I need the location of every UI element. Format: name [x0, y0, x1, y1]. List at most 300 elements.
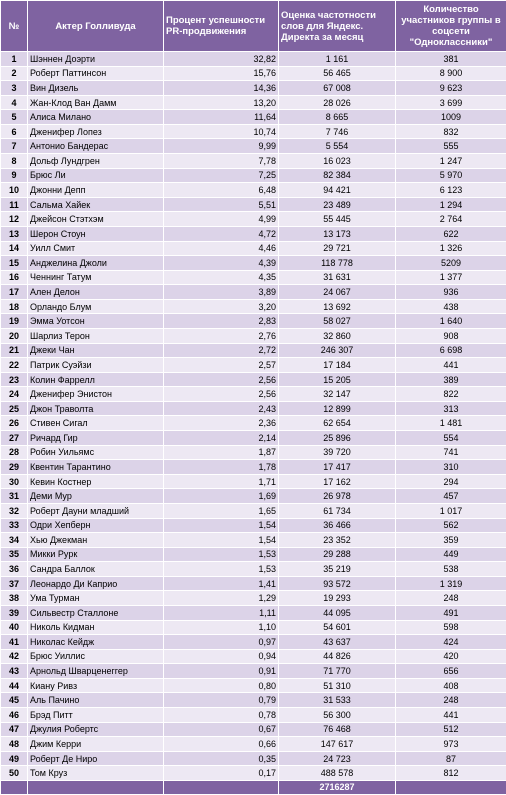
cell-number[interactable]: 2 — [1, 66, 28, 81]
cell-yandex-frequency[interactable]: 7 746 — [279, 124, 396, 139]
cell-pr-percent[interactable]: 1,11 — [164, 605, 279, 620]
cell-pr-percent[interactable]: 9,99 — [164, 139, 279, 154]
cell-actor-name[interactable]: Анджелина Джоли — [28, 256, 164, 271]
cell-number[interactable]: 14 — [1, 241, 28, 256]
cell-number[interactable]: 47 — [1, 722, 28, 737]
table-row[interactable] — [1, 605, 506, 620]
cell-yandex-frequency[interactable]: 5 554 — [279, 139, 396, 154]
cell-ok-members[interactable]: 424 — [396, 635, 506, 650]
cell-number[interactable]: 10 — [1, 183, 28, 198]
cell-pr-percent[interactable]: 0,94 — [164, 649, 279, 664]
cell-ok-members[interactable]: 1009 — [396, 110, 506, 125]
cell-actor-name[interactable]: Брэд Питт — [28, 708, 164, 723]
cell-number[interactable]: 38 — [1, 591, 28, 606]
cell-actor-name[interactable]: Сальма Хайек — [28, 197, 164, 212]
cell-actor-name[interactable]: Патрик Суэйзи — [28, 358, 164, 373]
cell-ok-members[interactable]: 87 — [396, 751, 506, 766]
cell-number[interactable]: 28 — [1, 445, 28, 460]
table-row[interactable] — [1, 95, 506, 110]
table-row[interactable] — [1, 518, 506, 533]
cell-pr-percent[interactable]: 1,54 — [164, 533, 279, 548]
cell-number[interactable]: 7 — [1, 139, 28, 154]
cell-number[interactable]: 18 — [1, 299, 28, 314]
cell-actor-name[interactable]: Николь Кидман — [28, 620, 164, 635]
cell-actor-name[interactable]: Леонардо Ди Каприо — [28, 576, 164, 591]
cell-yandex-frequency[interactable]: 35 219 — [279, 562, 396, 577]
table-row[interactable] — [1, 460, 506, 475]
cell-actor-name[interactable]: Колин Фаррелл — [28, 372, 164, 387]
cell-number[interactable]: 42 — [1, 649, 28, 664]
cell-pr-percent[interactable]: 0,80 — [164, 678, 279, 693]
cell-yandex-frequency[interactable]: 67 008 — [279, 81, 396, 96]
cell-number[interactable]: 8 — [1, 154, 28, 169]
cell-number[interactable]: 3 — [1, 81, 28, 96]
table-row[interactable] — [1, 751, 506, 766]
cell-yandex-frequency[interactable]: 1 161 — [279, 52, 396, 67]
cell-pr-percent[interactable]: 1,10 — [164, 620, 279, 635]
cell-ok-members[interactable]: 408 — [396, 678, 506, 693]
table-row[interactable] — [1, 110, 506, 125]
table-row[interactable] — [1, 678, 506, 693]
cell-pr-percent[interactable]: 0,35 — [164, 751, 279, 766]
cell-yandex-frequency[interactable]: 44 095 — [279, 605, 396, 620]
cell-pr-percent[interactable]: 2,57 — [164, 358, 279, 373]
table-row[interactable] — [1, 256, 506, 271]
cell-pr-percent[interactable]: 11,64 — [164, 110, 279, 125]
cell-yandex-frequency[interactable]: 13 692 — [279, 299, 396, 314]
cell-number[interactable]: 35 — [1, 547, 28, 562]
table-row[interactable] — [1, 737, 506, 752]
cell-actor-name[interactable]: Ален Делон — [28, 285, 164, 300]
cell-actor-name[interactable]: Сильвестр Сталлоне — [28, 605, 164, 620]
cell-yandex-frequency[interactable]: 24 723 — [279, 751, 396, 766]
cell-actor-name[interactable]: Уилл Смит — [28, 241, 164, 256]
cell-number[interactable]: 36 — [1, 562, 28, 577]
cell-yandex-frequency[interactable]: 94 421 — [279, 183, 396, 198]
cell-yandex-frequency[interactable]: 15 205 — [279, 372, 396, 387]
cell-ok-members[interactable]: 812 — [396, 766, 506, 781]
cell-pr-percent[interactable]: 32,82 — [164, 52, 279, 67]
table-row[interactable] — [1, 431, 506, 446]
cell-pr-percent[interactable]: 1,29 — [164, 591, 279, 606]
cell-actor-name[interactable]: Роберт Де Ниро — [28, 751, 164, 766]
cell-ok-members[interactable]: 1 294 — [396, 197, 506, 212]
table-row[interactable] — [1, 620, 506, 635]
cell-number[interactable]: 48 — [1, 737, 28, 752]
cell-ok-members[interactable]: 389 — [396, 372, 506, 387]
cell-ok-members[interactable]: 9 623 — [396, 81, 506, 96]
cell-ok-members[interactable]: 313 — [396, 401, 506, 416]
cell-number[interactable]: 15 — [1, 256, 28, 271]
cell-number[interactable]: 43 — [1, 664, 28, 679]
cell-yandex-frequency[interactable]: 28 026 — [279, 95, 396, 110]
cell-pr-percent[interactable]: 14,36 — [164, 81, 279, 96]
cell-pr-percent[interactable]: 2,72 — [164, 343, 279, 358]
cell-actor-name[interactable]: Жан-Клод Ван Дамм — [28, 95, 164, 110]
cell-ok-members[interactable]: 1 247 — [396, 154, 506, 169]
cell-ok-members[interactable]: 908 — [396, 328, 506, 343]
cell-ok-members[interactable]: 441 — [396, 358, 506, 373]
cell-ok-members[interactable]: 310 — [396, 460, 506, 475]
cell-actor-name[interactable]: Джейсон Стэтхэм — [28, 212, 164, 227]
cell-yandex-frequency[interactable]: 16 023 — [279, 154, 396, 169]
cell-yandex-frequency[interactable]: 17 162 — [279, 474, 396, 489]
table-row[interactable] — [1, 52, 506, 67]
cell-ok-members[interactable]: 936 — [396, 285, 506, 300]
cell-pr-percent[interactable]: 5,51 — [164, 197, 279, 212]
cell-pr-percent[interactable]: 15,76 — [164, 66, 279, 81]
table-row[interactable] — [1, 401, 506, 416]
cell-ok-members[interactable]: 1 640 — [396, 314, 506, 329]
cell-actor-name[interactable]: Шэннен Доэрти — [28, 52, 164, 67]
cell-number[interactable]: 6 — [1, 124, 28, 139]
cell-pr-percent[interactable]: 1,53 — [164, 547, 279, 562]
cell-number[interactable]: 17 — [1, 285, 28, 300]
cell-yandex-frequency[interactable]: 17 417 — [279, 460, 396, 475]
cell-actor-name[interactable]: Николас Кейдж — [28, 635, 164, 650]
cell-number[interactable]: 40 — [1, 620, 28, 635]
cell-yandex-frequency[interactable]: 118 778 — [279, 256, 396, 271]
cell-number[interactable]: 4 — [1, 95, 28, 110]
cell-yandex-frequency[interactable]: 19 293 — [279, 591, 396, 606]
table-row[interactable] — [1, 489, 506, 504]
cell-pr-percent[interactable]: 0,67 — [164, 722, 279, 737]
cell-number[interactable]: 31 — [1, 489, 28, 504]
cell-yandex-frequency[interactable]: 36 466 — [279, 518, 396, 533]
cell-actor-name[interactable]: Хью Джекман — [28, 533, 164, 548]
cell-ok-members[interactable]: 438 — [396, 299, 506, 314]
cell-yandex-frequency[interactable]: 29 288 — [279, 547, 396, 562]
cell-yandex-frequency[interactable]: 44 826 — [279, 649, 396, 664]
cell-actor-name[interactable]: Вин Дизель — [28, 81, 164, 96]
cell-yandex-frequency[interactable]: 29 721 — [279, 241, 396, 256]
cell-pr-percent[interactable]: 1,65 — [164, 503, 279, 518]
cell-actor-name[interactable]: Робин Уильямс — [28, 445, 164, 460]
cell-ok-members[interactable]: 457 — [396, 489, 506, 504]
table-row[interactable] — [1, 328, 506, 343]
table-row[interactable] — [1, 547, 506, 562]
cell-actor-name[interactable]: Одри Хепберн — [28, 518, 164, 533]
cell-number[interactable]: 32 — [1, 503, 28, 518]
cell-actor-name[interactable]: Дольф Лундгрен — [28, 154, 164, 169]
total-frequency[interactable]: 2716287 — [279, 780, 396, 794]
cell-pr-percent[interactable]: 2,76 — [164, 328, 279, 343]
cell-pr-percent[interactable]: 6,48 — [164, 183, 279, 198]
cell-yandex-frequency[interactable]: 82 384 — [279, 168, 396, 183]
cell-yandex-frequency[interactable]: 54 601 — [279, 620, 396, 635]
cell-number[interactable]: 44 — [1, 678, 28, 693]
table-row[interactable] — [1, 445, 506, 460]
cell-ok-members[interactable]: 822 — [396, 387, 506, 402]
cell-actor-name[interactable]: Том Круз — [28, 766, 164, 781]
cell-ok-members[interactable]: 359 — [396, 533, 506, 548]
table-row[interactable] — [1, 226, 506, 241]
cell-actor-name[interactable]: Аль Пачино — [28, 693, 164, 708]
cell-ok-members[interactable]: 441 — [396, 708, 506, 723]
cell-yandex-frequency[interactable]: 246 307 — [279, 343, 396, 358]
cell-number[interactable]: 16 — [1, 270, 28, 285]
cell-ok-members[interactable]: 248 — [396, 591, 506, 606]
table-row[interactable] — [1, 503, 506, 518]
table-row[interactable] — [1, 270, 506, 285]
table-row[interactable] — [1, 693, 506, 708]
table-row[interactable] — [1, 343, 506, 358]
cell-pr-percent[interactable]: 4,39 — [164, 256, 279, 271]
cell-actor-name[interactable]: Дженифер Лопез — [28, 124, 164, 139]
table-row[interactable] — [1, 664, 506, 679]
cell-yandex-frequency[interactable]: 24 067 — [279, 285, 396, 300]
cell-number[interactable]: 12 — [1, 212, 28, 227]
cell-number[interactable]: 39 — [1, 605, 28, 620]
cell-ok-members[interactable]: 554 — [396, 431, 506, 446]
cell-number[interactable]: 22 — [1, 358, 28, 373]
cell-number[interactable]: 9 — [1, 168, 28, 183]
cell-pr-percent[interactable]: 13,20 — [164, 95, 279, 110]
cell-yandex-frequency[interactable]: 25 896 — [279, 431, 396, 446]
table-row[interactable] — [1, 591, 506, 606]
cell-ok-members[interactable]: 248 — [396, 693, 506, 708]
cell-ok-members[interactable]: 6 123 — [396, 183, 506, 198]
header-pr-percent[interactable]: Процент успешности PR-продвижения — [164, 1, 279, 52]
cell-ok-members[interactable]: 1 326 — [396, 241, 506, 256]
table-row[interactable] — [1, 81, 506, 96]
cell-yandex-frequency[interactable]: 39 720 — [279, 445, 396, 460]
table-row[interactable] — [1, 708, 506, 723]
cell-yandex-frequency[interactable]: 51 310 — [279, 678, 396, 693]
cell-pr-percent[interactable]: 0,97 — [164, 635, 279, 650]
cell-number[interactable]: 45 — [1, 693, 28, 708]
cell-actor-name[interactable]: Антонио Бандерас — [28, 139, 164, 154]
cell-yandex-frequency[interactable]: 32 147 — [279, 387, 396, 402]
header-actor[interactable]: Актер Голливуда — [28, 1, 164, 52]
cell-yandex-frequency[interactable]: 61 734 — [279, 503, 396, 518]
cell-pr-percent[interactable]: 4,35 — [164, 270, 279, 285]
cell-yandex-frequency[interactable]: 8 665 — [279, 110, 396, 125]
cell-yandex-frequency[interactable]: 55 445 — [279, 212, 396, 227]
cell-pr-percent[interactable]: 4,99 — [164, 212, 279, 227]
cell-number[interactable]: 37 — [1, 576, 28, 591]
cell-pr-percent[interactable]: 10,74 — [164, 124, 279, 139]
table-row[interactable] — [1, 299, 506, 314]
cell-actor-name[interactable]: Эмма Уотсон — [28, 314, 164, 329]
cell-actor-name[interactable]: Киану Ривз — [28, 678, 164, 693]
table-row[interactable] — [1, 766, 506, 781]
cell-pr-percent[interactable]: 0,91 — [164, 664, 279, 679]
cell-yandex-frequency[interactable]: 76 468 — [279, 722, 396, 737]
cell-actor-name[interactable]: Ричард Гир — [28, 431, 164, 446]
cell-ok-members[interactable]: 1 377 — [396, 270, 506, 285]
cell-actor-name[interactable]: Джонни Депп — [28, 183, 164, 198]
table-row[interactable] — [1, 314, 506, 329]
cell-number[interactable]: 1 — [1, 52, 28, 67]
cell-ok-members[interactable]: 420 — [396, 649, 506, 664]
cell-actor-name[interactable]: Сандра Баллок — [28, 562, 164, 577]
cell-pr-percent[interactable]: 4,46 — [164, 241, 279, 256]
cell-ok-members[interactable]: 555 — [396, 139, 506, 154]
cell-ok-members[interactable]: 2 764 — [396, 212, 506, 227]
cell-pr-percent[interactable]: 1,54 — [164, 518, 279, 533]
cell-ok-members[interactable]: 973 — [396, 737, 506, 752]
cell-number[interactable]: 23 — [1, 372, 28, 387]
cell-number[interactable]: 27 — [1, 431, 28, 446]
cell-pr-percent[interactable]: 2,14 — [164, 431, 279, 446]
cell-yandex-frequency[interactable]: 17 184 — [279, 358, 396, 373]
cell-pr-percent[interactable]: 1,71 — [164, 474, 279, 489]
table-row[interactable] — [1, 387, 506, 402]
cell-actor-name[interactable]: Деми Мур — [28, 489, 164, 504]
cell-pr-percent[interactable]: 0,66 — [164, 737, 279, 752]
cell-ok-members[interactable]: 598 — [396, 620, 506, 635]
cell-pr-percent[interactable]: 2,36 — [164, 416, 279, 431]
cell-number[interactable]: 33 — [1, 518, 28, 533]
table-row[interactable] — [1, 635, 506, 650]
cell-ok-members[interactable]: 491 — [396, 605, 506, 620]
cell-ok-members[interactable]: 3 699 — [396, 95, 506, 110]
cell-actor-name[interactable]: Роберт Дауни младший — [28, 503, 164, 518]
cell-pr-percent[interactable]: 0,78 — [164, 708, 279, 723]
table-row[interactable] — [1, 533, 506, 548]
table-row[interactable] — [1, 722, 506, 737]
cell-actor-name[interactable]: Кевин Костнер — [28, 474, 164, 489]
cell-ok-members[interactable]: 1 017 — [396, 503, 506, 518]
cell-yandex-frequency[interactable]: 13 173 — [279, 226, 396, 241]
cell-yandex-frequency[interactable]: 93 572 — [279, 576, 396, 591]
cell-number[interactable]: 30 — [1, 474, 28, 489]
cell-actor-name[interactable]: Джим Керри — [28, 737, 164, 752]
cell-pr-percent[interactable]: 0,79 — [164, 693, 279, 708]
cell-pr-percent[interactable]: 1,53 — [164, 562, 279, 577]
table-row[interactable] — [1, 168, 506, 183]
cell-pr-percent[interactable]: 1,87 — [164, 445, 279, 460]
cell-ok-members[interactable]: 512 — [396, 722, 506, 737]
cell-ok-members[interactable]: 294 — [396, 474, 506, 489]
cell-number[interactable]: 11 — [1, 197, 28, 212]
table-row[interactable] — [1, 183, 506, 198]
cell-actor-name[interactable]: Брюс Уиллис — [28, 649, 164, 664]
cell-ok-members[interactable]: 449 — [396, 547, 506, 562]
cell-actor-name[interactable]: Микки Рурк — [28, 547, 164, 562]
cell-yandex-frequency[interactable]: 26 978 — [279, 489, 396, 504]
cell-yandex-frequency[interactable]: 56 300 — [279, 708, 396, 723]
header-ok-members[interactable]: Количество участников группы в соцсети "Одноклассники" — [396, 1, 506, 52]
cell-ok-members[interactable]: 5209 — [396, 256, 506, 271]
cell-ok-members[interactable]: 8 900 — [396, 66, 506, 81]
table-row[interactable] — [1, 358, 506, 373]
cell-actor-name[interactable]: Роберт Паттинсон — [28, 66, 164, 81]
cell-ok-members[interactable]: 5 970 — [396, 168, 506, 183]
cell-yandex-frequency[interactable]: 32 860 — [279, 328, 396, 343]
cell-pr-percent[interactable]: 3,89 — [164, 285, 279, 300]
table-row[interactable] — [1, 197, 506, 212]
table-row[interactable] — [1, 66, 506, 81]
table-row[interactable] — [1, 576, 506, 591]
cell-actor-name[interactable]: Шарлиз Терон — [28, 328, 164, 343]
header-yandex-frequency[interactable]: Оценка частотности слов для Яндекс. Директа за месяц — [279, 1, 396, 52]
cell-pr-percent[interactable]: 1,78 — [164, 460, 279, 475]
cell-actor-name[interactable]: Шерон Стоун — [28, 226, 164, 241]
table-row[interactable] — [1, 416, 506, 431]
cell-pr-percent[interactable]: 2,56 — [164, 387, 279, 402]
cell-actor-name[interactable]: Ума Турман — [28, 591, 164, 606]
cell-actor-name[interactable]: Алиса Милано — [28, 110, 164, 125]
cell-ok-members[interactable]: 1 481 — [396, 416, 506, 431]
cell-actor-name[interactable]: Ченнинг Татум — [28, 270, 164, 285]
cell-number[interactable]: 26 — [1, 416, 28, 431]
cell-ok-members[interactable]: 6 698 — [396, 343, 506, 358]
cell-yandex-frequency[interactable]: 12 899 — [279, 401, 396, 416]
cell-yandex-frequency[interactable]: 31 631 — [279, 270, 396, 285]
table-row[interactable] — [1, 212, 506, 227]
table-row[interactable] — [1, 562, 506, 577]
table-row[interactable] — [1, 124, 506, 139]
table-row[interactable] — [1, 372, 506, 387]
cell-pr-percent[interactable]: 4,72 — [164, 226, 279, 241]
cell-actor-name[interactable]: Арнольд Шварценеггер — [28, 664, 164, 679]
cell-actor-name[interactable]: Стивен Сигал — [28, 416, 164, 431]
cell-ok-members[interactable]: 381 — [396, 52, 506, 67]
table-row[interactable] — [1, 285, 506, 300]
cell-number[interactable]: 50 — [1, 766, 28, 781]
table-row[interactable] — [1, 649, 506, 664]
cell-actor-name[interactable]: Джеки Чан — [28, 343, 164, 358]
cell-number[interactable]: 41 — [1, 635, 28, 650]
cell-yandex-frequency[interactable]: 56 465 — [279, 66, 396, 81]
cell-number[interactable]: 29 — [1, 460, 28, 475]
cell-number[interactable]: 20 — [1, 328, 28, 343]
cell-pr-percent[interactable]: 1,41 — [164, 576, 279, 591]
cell-yandex-frequency[interactable]: 23 489 — [279, 197, 396, 212]
cell-pr-percent[interactable]: 2,56 — [164, 372, 279, 387]
cell-ok-members[interactable]: 741 — [396, 445, 506, 460]
cell-actor-name[interactable]: Джулия Робертс — [28, 722, 164, 737]
cell-number[interactable]: 34 — [1, 533, 28, 548]
table-row[interactable] — [1, 139, 506, 154]
cell-yandex-frequency[interactable]: 147 617 — [279, 737, 396, 752]
cell-number[interactable]: 24 — [1, 387, 28, 402]
table-row[interactable] — [1, 474, 506, 489]
cell-yandex-frequency[interactable]: 58 027 — [279, 314, 396, 329]
cell-number[interactable]: 21 — [1, 343, 28, 358]
cell-actor-name[interactable]: Джон Траволта — [28, 401, 164, 416]
table-row[interactable] — [1, 154, 506, 169]
cell-pr-percent[interactable]: 3,20 — [164, 299, 279, 314]
cell-yandex-frequency[interactable]: 62 654 — [279, 416, 396, 431]
cell-ok-members[interactable]: 562 — [396, 518, 506, 533]
cell-pr-percent[interactable]: 1,69 — [164, 489, 279, 504]
cell-ok-members[interactable]: 832 — [396, 124, 506, 139]
header-number[interactable]: № — [1, 1, 28, 52]
cell-yandex-frequency[interactable]: 23 352 — [279, 533, 396, 548]
cell-pr-percent[interactable]: 2,83 — [164, 314, 279, 329]
cell-number[interactable]: 49 — [1, 751, 28, 766]
cell-pr-percent[interactable]: 7,78 — [164, 154, 279, 169]
cell-number[interactable]: 13 — [1, 226, 28, 241]
cell-ok-members[interactable]: 538 — [396, 562, 506, 577]
cell-yandex-frequency[interactable]: 488 578 — [279, 766, 396, 781]
cell-number[interactable]: 19 — [1, 314, 28, 329]
cell-actor-name[interactable]: Брюс Ли — [28, 168, 164, 183]
cell-yandex-frequency[interactable]: 71 770 — [279, 664, 396, 679]
cell-pr-percent[interactable]: 7,25 — [164, 168, 279, 183]
cell-actor-name[interactable]: Дженифер Энистон — [28, 387, 164, 402]
cell-pr-percent[interactable]: 2,43 — [164, 401, 279, 416]
cell-number[interactable]: 25 — [1, 401, 28, 416]
cell-number[interactable]: 46 — [1, 708, 28, 723]
table-row[interactable] — [1, 241, 506, 256]
cell-ok-members[interactable]: 1 319 — [396, 576, 506, 591]
cell-yandex-frequency[interactable]: 43 637 — [279, 635, 396, 650]
cell-actor-name[interactable]: Орландо Блум — [28, 299, 164, 314]
